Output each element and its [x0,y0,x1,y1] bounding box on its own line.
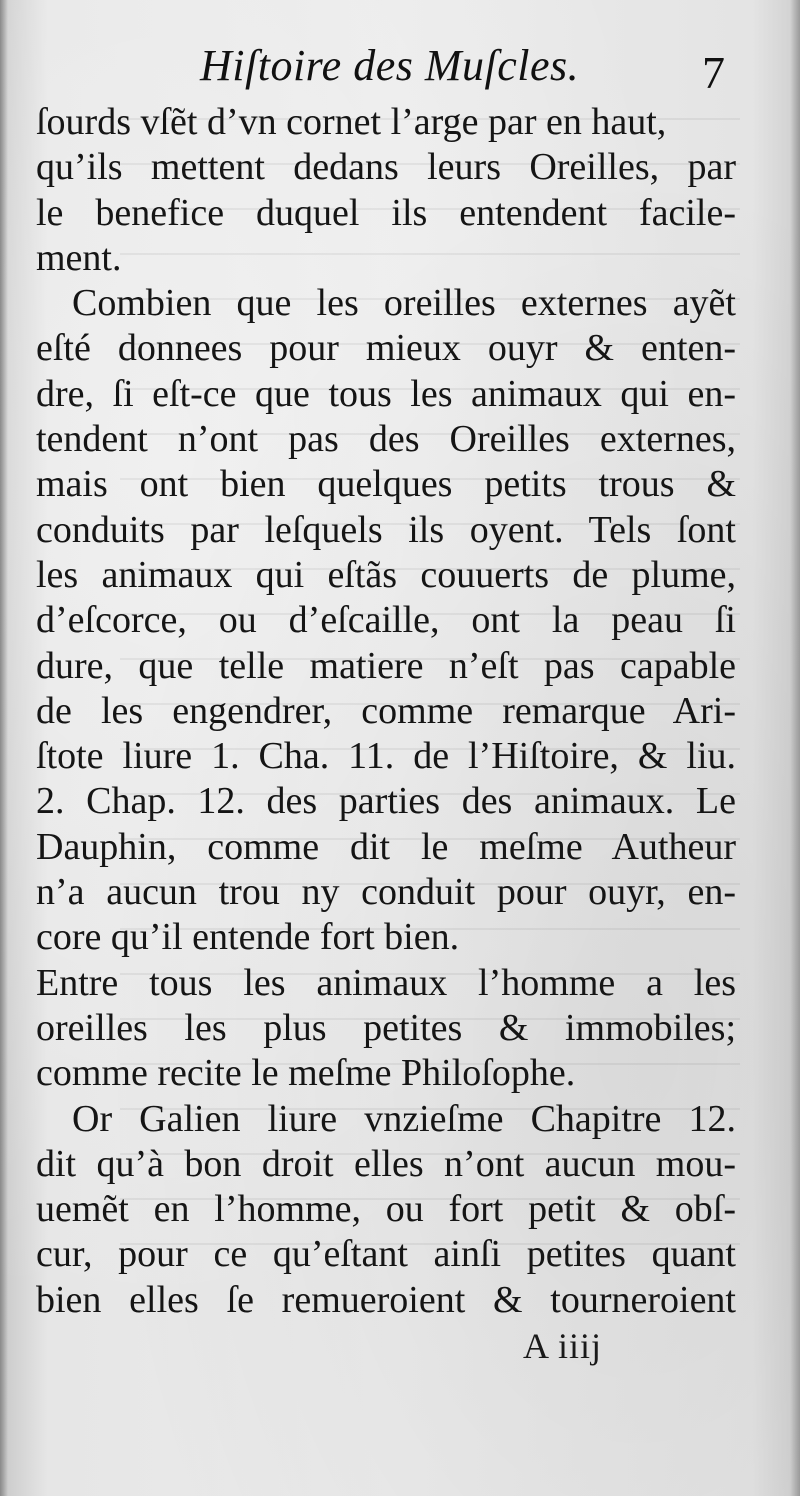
text-line: Or Galien liure vnzieſme Chapitre 12. [72,1097,736,1140]
text-line: eſté donnees pour mieux ouyr & enten- [36,327,736,370]
text-line: Combien que les oreilles externes ayẽt [72,282,736,325]
page-right-edge-shadow [790,0,800,1496]
text-line: d’eſcorce, ou d’eſcaille, ont la peau ſi [36,599,736,642]
text-line: comme recite le meſme Philoſophe. [36,1052,576,1095]
body-text [36,100,736,1323]
page-left-edge-shadow [0,0,8,1496]
text-line: ſtote liure 1. Cha. 11. de l’Hiſtoire, & liu. [36,735,736,778]
text-line: le benefice duquel ils entendent facile- [36,191,736,234]
text-line: n’a aucun trou ny conduit pour ouyr, en- [36,871,736,914]
text-line: mais ont bien quelques petits trous & [36,463,736,506]
text-line: oreilles les plus petites & immobiles; [36,1006,736,1049]
text-line: core qu’il entende fort bien. [36,916,460,959]
text-line: 2. Chap. 12. des parties des animaux. Le [36,780,736,823]
text-line: cur, pour ce qu’eſtant ainſi petites quant [36,1233,736,1276]
text-line: dre, ſi eſt-ce que tous les animaux qui en- [36,372,736,415]
text-line: tendent n’ont pas des Oreilles externes, [36,418,736,461]
text-line: Dauphin, comme dit le meſme Autheur [36,825,736,868]
text-line: dure, que telle matiere n’eſt pas capable [36,644,736,687]
text-line: uemẽt en l’homme, ou fort petit & obſ- [36,1188,736,1231]
text-line: ment. [36,236,122,279]
page-number: 7 [702,47,725,98]
text-line: bien elles ſe remueroient & tourneroient [36,1278,736,1321]
signature-mark: A iiij [523,1326,603,1366]
text-line: les animaux qui eſtãs couuerts de plume, [36,553,736,596]
page-header [0,40,800,100]
text-line: Entre tous les animaux l’homme a les [36,961,736,1004]
text-line: qu’ils mettent dedans leurs Oreilles, par [36,146,736,189]
text-line: conduits par leſquels ils oyent. Tels ſont [36,508,736,551]
running-head: Hiſtoire des Muſcles. [200,41,580,90]
text-line: dit qu’à bon droit elles n’ont aucun mou- [36,1142,736,1185]
text-line: de les engendrer, comme remarque Ari- [36,689,736,732]
text-line: ſourds vſẽt d’vn cornet l’arge par en haut, [36,101,667,143]
